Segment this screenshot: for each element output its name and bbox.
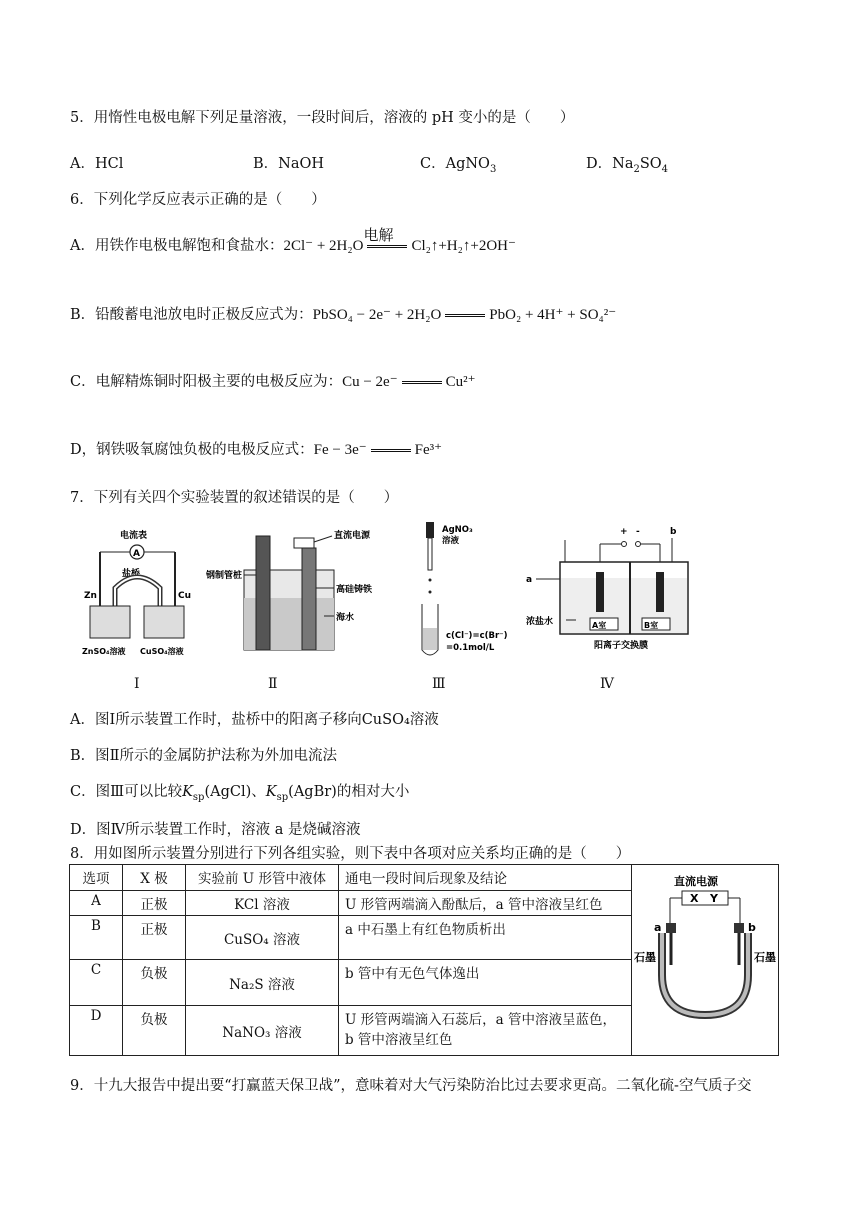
q8-table	[69, 864, 779, 1056]
svg-text:b: b	[748, 921, 756, 934]
header-phenomenon: 通电一段时间后现象及结论	[339, 865, 632, 891]
svg-text:浓盐水: 浓盐水	[526, 617, 554, 627]
fig3-label: Ⅲ	[432, 676, 446, 692]
q6-stem: 6．下列化学反应表示正确的是（ ）	[70, 192, 326, 208]
q9-stem: 9．十九大报告中提出要“打赢蓝天保卫战”，意味着对大气污染防治比过去要求更高。二氧化硫-空气质子交	[70, 1078, 752, 1094]
svg-text:CuSO₄溶液: CuSO₄溶液	[140, 647, 184, 656]
table-row: A 正极 KCl 溶液 U 形管两端滴入酚酞后，a 管中溶液呈红色	[70, 891, 779, 916]
svg-text:B室: B室	[644, 621, 659, 630]
svg-text:钢制管桩: 钢制管桩	[206, 571, 243, 581]
figure-ii-impressed-current	[204, 528, 374, 660]
q6-option-a: A．用铁作电极电解饱和食盐水：2Cl⁻ + 2H₂O 电解 Cl₂↑+H₂↑+2OH⁻	[70, 225, 516, 254]
q5-option-a: A．HCl	[70, 156, 124, 172]
fig2-label: Ⅱ	[268, 676, 278, 692]
svg-text:Cu: Cu	[178, 591, 192, 601]
svg-text:a: a	[526, 575, 533, 585]
svg-text:直流电源: 直流电源	[674, 875, 718, 888]
table-row: B 正极 CuSO₄ 溶液 a 中石墨上有红色物质析出	[70, 916, 779, 960]
table-header-row	[70, 865, 779, 891]
q5-stem: 5．用惰性电极电解下列足量溶液，一段时间后，溶液的 pH 变小的是（ ）	[70, 110, 575, 126]
q6-option-b: B．铅酸蓄电池放电时正极反应式为：PbSO₄ − 2e⁻ + 2H₂O PbO₂ + 4H⁺ + SO₄²⁻	[70, 307, 617, 323]
svg-text:X: X	[690, 892, 699, 905]
q5-option-b: B．NaOH	[253, 156, 325, 172]
q8-stem: 8．用如图所示装置分别进行下列各组实验，则下表中各项对应关系均正确的是（ ）	[70, 846, 631, 862]
header-liquid: 实验前 U 形管中液体	[186, 865, 339, 891]
svg-text:海水: 海水	[336, 613, 355, 623]
q7-option-a: A．图Ⅰ所示装置工作时，盐桥中的阳离子移向CuSO₄溶液	[70, 712, 439, 728]
q6-option-d: D，钢铁吸氧腐蚀负极的电极反应式：Fe − 3e⁻ Fe³⁺	[70, 442, 443, 458]
figure-i-galvanic-cell	[80, 528, 200, 660]
fig1-label: Ⅰ	[134, 676, 140, 692]
q8-figure-cell	[632, 865, 779, 1056]
svg-text:A: A	[133, 549, 140, 559]
svg-text:溶液: 溶液	[442, 536, 460, 546]
svg-text:c(Cl⁻)=c(Br⁻): c(Cl⁻)=c(Br⁻)	[446, 631, 508, 641]
header-x-pole: X 极	[123, 865, 186, 891]
svg-text:高硅铸铁: 高硅铸铁	[336, 585, 373, 595]
svg-text:Zn: Zn	[84, 591, 97, 601]
fig1-meter-label: 电流表	[120, 531, 148, 541]
svg-text:b: b	[670, 527, 677, 537]
q6-option-c: C．电解精炼铜时阳极主要的电极反应为：Cu − 2e⁻ Cu²⁺	[70, 374, 476, 390]
svg-text:AgNO₃: AgNO₃	[442, 525, 473, 535]
header-option: 选项	[70, 865, 123, 891]
q7-option-d: D．图Ⅳ所示装置工作时，溶液 a 是烧碱溶液	[70, 822, 361, 838]
svg-text:=0.1mol/L: =0.1mol/L	[446, 643, 495, 653]
svg-text:盐桥: 盐桥	[122, 569, 141, 579]
q7-option-b: B．图Ⅱ所示的金属防护法称为外加电流法	[70, 748, 338, 764]
table-row: C 负极 Na₂S 溶液 b 管中有无色气体逸出	[70, 960, 779, 1006]
svg-text:-: -	[636, 527, 640, 537]
figure-iv-electrolyzer	[520, 522, 710, 662]
u-tube-electrolysis-figure	[632, 865, 778, 1051]
table-row: D 负极 NaNO₃ 溶液 U 形管两端滴入石蕊后，a 管中溶液呈蓝色， b 管中溶液呈红色	[70, 1006, 779, 1056]
svg-text:+: +	[620, 527, 628, 537]
svg-text:直流电源: 直流电源	[334, 531, 371, 541]
q5-option-c: C．AgNO$_3$	[420, 156, 497, 175]
svg-text:阳离子交换膜: 阳离子交换膜	[594, 641, 649, 651]
q5-option-d: D．$Na_2SO_4$	[586, 156, 669, 175]
svg-text:A室: A室	[592, 621, 607, 630]
svg-text:石墨: 石墨	[634, 951, 656, 964]
svg-text:石墨: 石墨	[754, 951, 776, 964]
q7-stem: 7．下列有关四个实验装置的叙述错误的是（ ）	[70, 490, 399, 506]
svg-text:a: a	[654, 921, 662, 934]
svg-text:Y: Y	[710, 892, 718, 905]
svg-text:ZnSO₄溶液: ZnSO₄溶液	[82, 647, 126, 656]
fig4-label: Ⅳ	[600, 676, 614, 692]
q7-option-c: C．图Ⅲ可以比较$K_{sp}(AgCl)$、$K_{sp}(AgBr)$的相对大小	[70, 784, 410, 803]
figure-iii-test-tube	[412, 520, 512, 662]
